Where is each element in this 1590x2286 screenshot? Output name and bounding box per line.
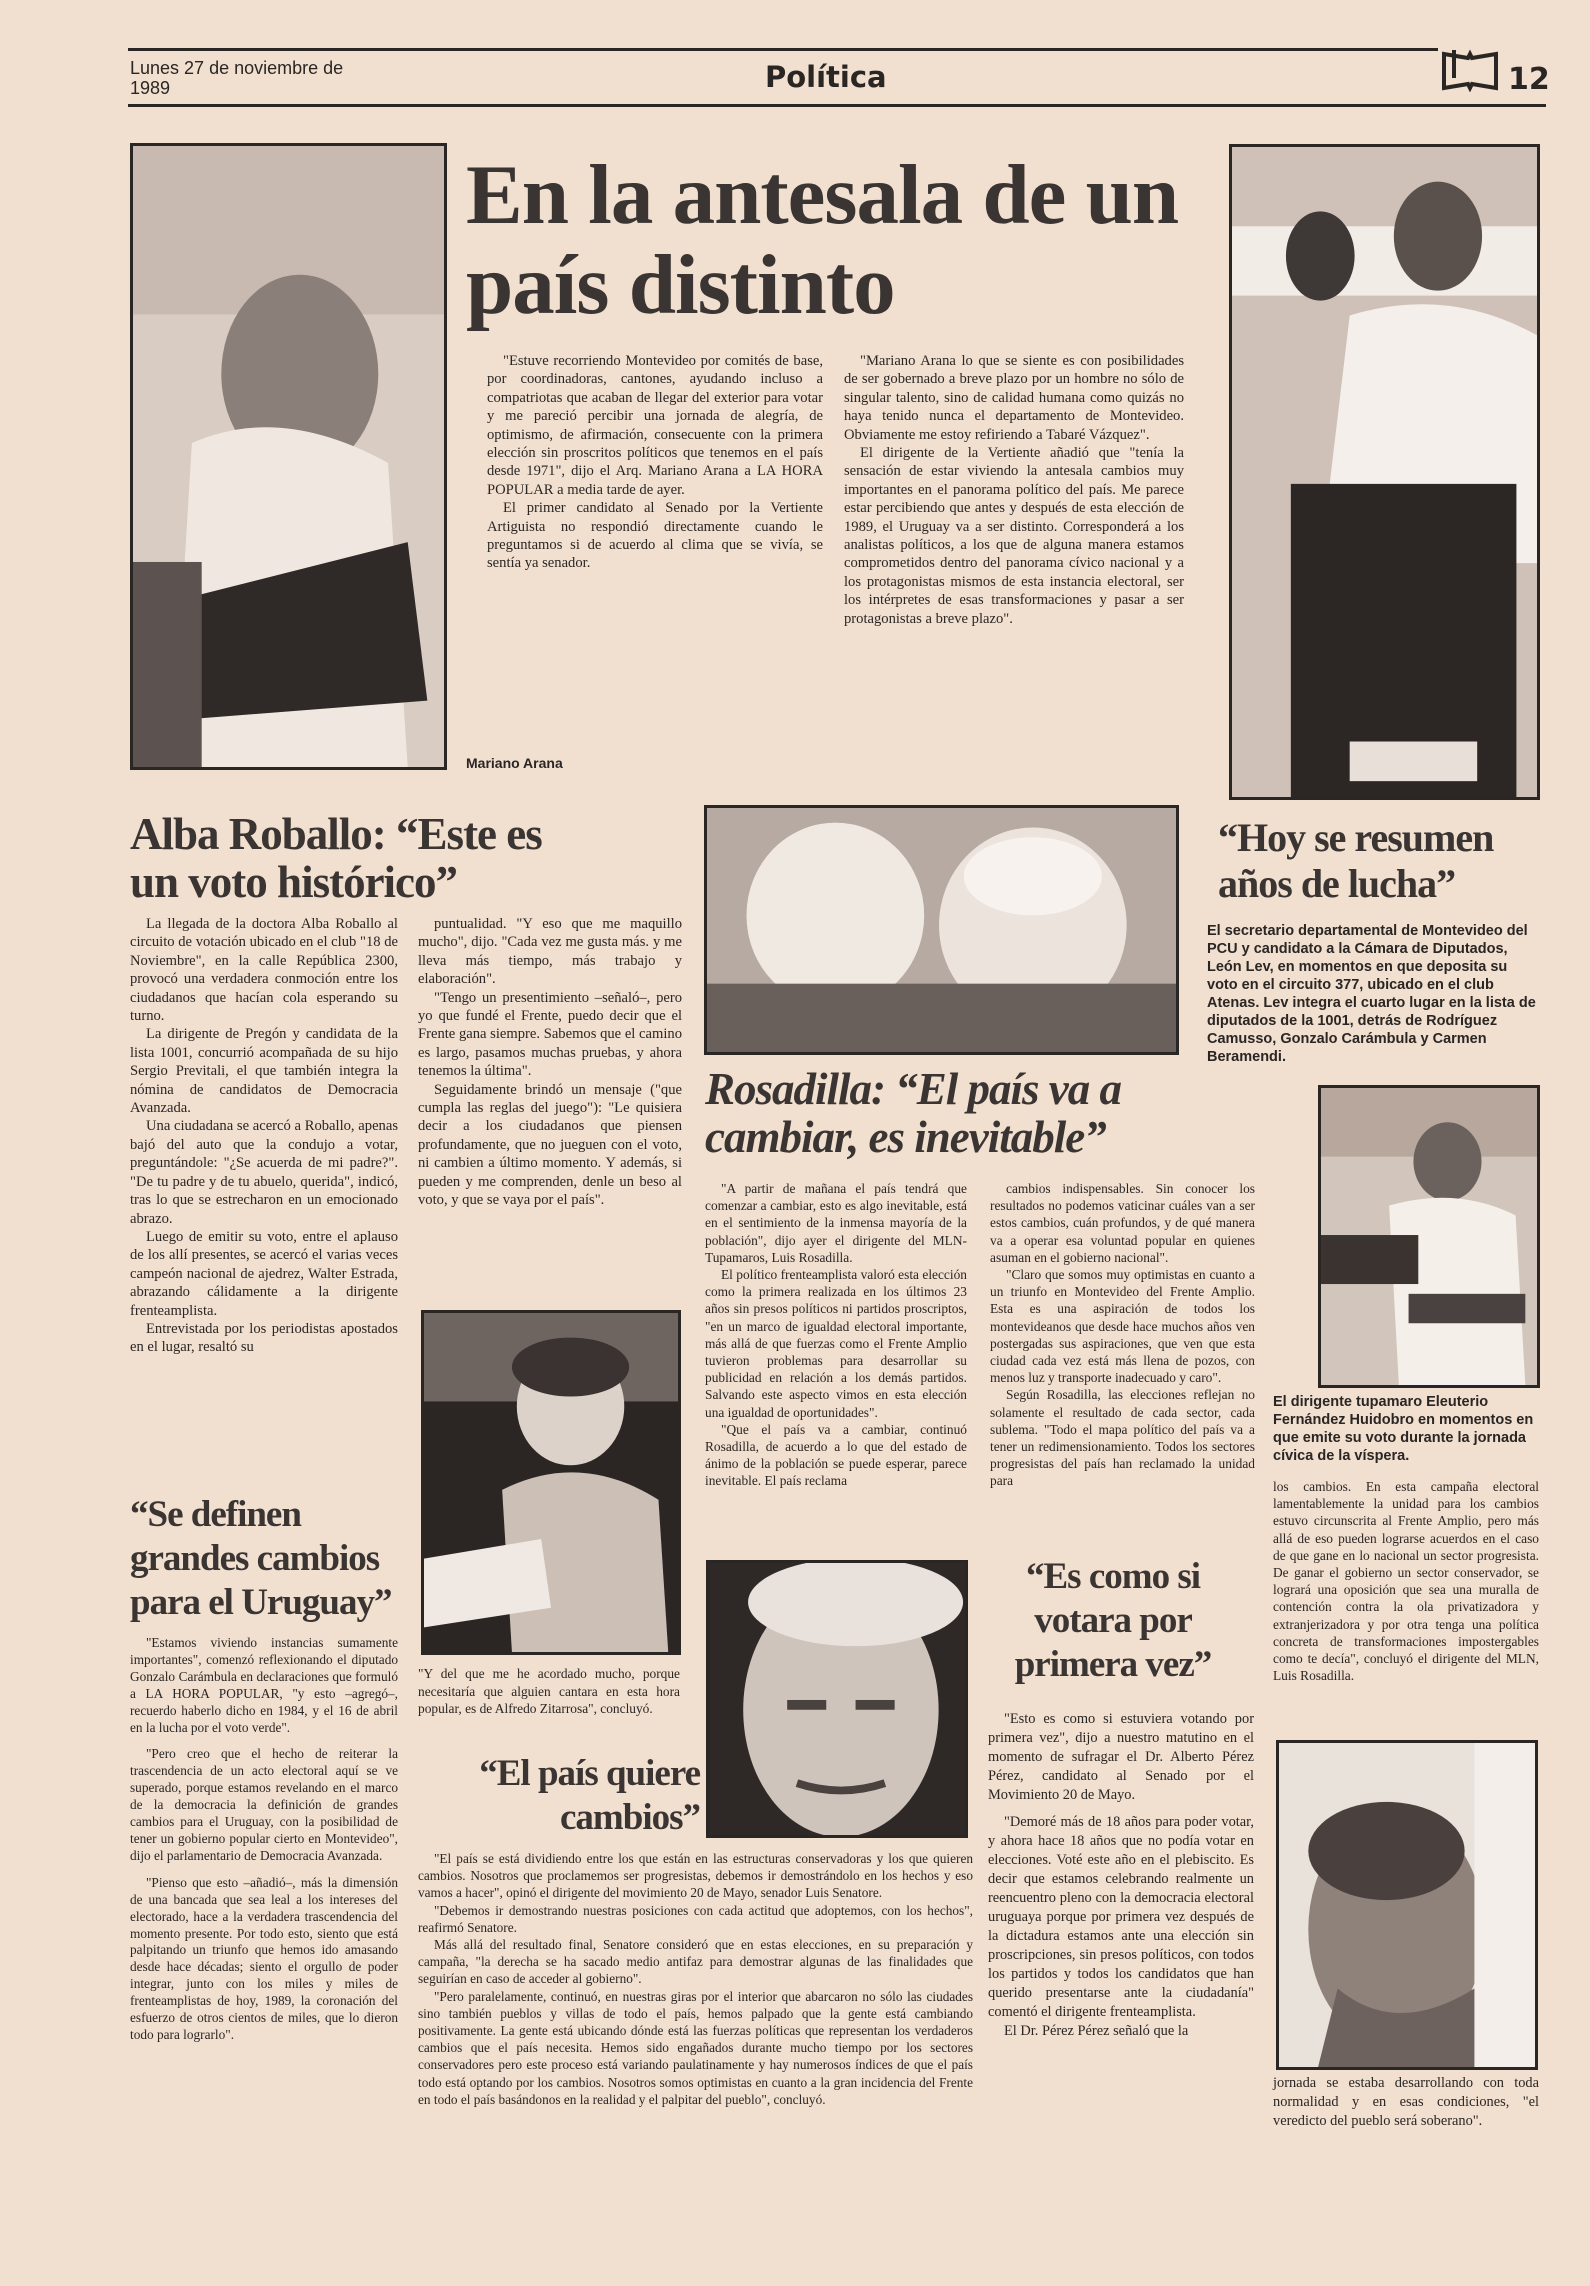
issue-date: Lunes 27 de noviembre de 1989	[130, 58, 344, 98]
paragraph: Una ciudadana se acercó a Roballo, apenas bajó del auto que la condujo a votar, preguntándole: "¿Se acuerda de mi padre?". "De tu padre y de tu abuelo, querida", indicó, tras lo que se estrecharon en un emocionado abrazo.	[130, 1118, 398, 1227]
paragraph: "Tengo un presentimiento –señaló–, pero yo que fundé el Frente, puedo decir que el Frente gana siempre. Sabemos que el camino es largo, pasamos muchas pruebas, y ahora tenemos la última".	[418, 989, 682, 1080]
paragraph: cambios indispensables. Sin conocer los resultados no podemos vaticinar cuáles van a ser estos cambios, cuán profundos, y de qué manera va a operar esa voluntad popular en quienes asuman en el gobierno nacional".	[990, 1181, 1255, 1265]
paragraph: El Dr. Pérez Pérez señaló que la	[1004, 2023, 1189, 2039]
photo-alberto-perez-perez	[1276, 1740, 1538, 2070]
perez-col1	[988, 1710, 1254, 2041]
roballo-col1	[130, 915, 398, 1357]
paragraph: "Demoré más de 18 años para poder votar, y ahora hace 18 años que no podía votar en elecciones. Voté este año en el plebiscito. Es decir que estamos celebrando realmente un reencuentro pleno con la democracia electoral uruguaya porque por primera vez después de la dictadura estamos ante una elección sin proscripciones, sin presos políticos, con todos los partidos y todos los candidatos que han querido presentarse ante la ciudadanía" comentó el dirigente frenteamplista.	[988, 1814, 1254, 2020]
paragraph: La llegada de la doctora Alba Roballo al circuito de votación ubicado en el club "18 de Noviembre", en la calle República 2300, provocó una verdadera conmoción entre los ciudadanos que hacían cola esperando su turno.	[130, 916, 398, 1025]
paragraph: Según Rosadilla, las elecciones reflejan no solamente el resultado de cada sector, cada sublema. "Todo el mapa político del país va a tener un redimensionamiento. Todos los sectores progresistas del país han reclamado la unidad para	[990, 1387, 1255, 1489]
paragraph: "El país se está dividiendo entre los que están en las estructuras conservadoras y los que quieren cambios. Nosotros que proclamemos ser progresistas, debemos ir demostrándolo en los hechos y eso vamos a hacer", opinó el dirigente del movimiento 20 de Mayo, senador Luis Senatore.	[418, 1851, 973, 1901]
rosadilla-headline: Rosadilla: “El país va a cambiar, es inevitable”	[705, 1064, 1122, 1162]
main-story-col2	[844, 352, 1184, 628]
carambula-col1	[130, 1635, 398, 2044]
zitarrosa-caption: "Y del que me he acordado mucho, porque necesitaría que alguien cantara en esta hora popular, es de Alfredo Zitarrosa", concluyó.	[418, 1666, 680, 1716]
perez-headline: “Es como si votara por primera vez”	[1014, 1556, 1212, 1685]
paragraph: "A partir de mañana el país tendrá que comenzar a cambiar, esto es algo inevitable, está en el sentimiento de la inmensa mayoría de la población", dijo ayer el dirigente del MLN-Tupamaros, Luis Rosadilla.	[705, 1181, 967, 1265]
paragraph: El político frenteamplista valoró esta elección como la primera realizada en los últimos 23 años sin presos políticos ni partidos proscriptos, "en un marco de igualdad electoral importante, más allá de que fuerzas como el Frente Amplio tuvieron problemas para desarrollar su publicidad en relación a los demás partidos. Salvando este aspecto vimos en esta elección una igualdad de oportunidades".	[705, 1267, 967, 1420]
photo-caption-arana: Mariano Arana	[466, 755, 563, 771]
paragraph: "Pero paralelamente, continuó, en nuestras giras por el interior que abarcaron no sólo las ciudades sino también pueblos y villas de todo el país, hemos palpado que la gente está cambiando positivamente. La gente está ubicando dónde está las fuerzas políticas que representan los verdaderos cambios que el país necesita. Hemos sido engañados durante mucho tiempo por los sectores conservadores pero este proceso está variando paulatinamente y hay numerosos índices de que el país todo está optando por los cambios. Nosotros somos optimistas en cuanto a la gran incidencia del Frente en todo el país basándonos en la realidad y el palpitar del pueblo", concluyó.	[418, 1988, 973, 2107]
main-story-col1	[487, 352, 823, 573]
photo-alba-roballo	[704, 805, 1179, 1055]
roballo-col2	[418, 915, 682, 1210]
photo-gonzalo-carambula	[421, 1310, 681, 1655]
photo-mariano-arana	[130, 143, 447, 770]
senatore-headline: “El país quiere cambios”	[479, 1753, 700, 1838]
paragraph: "Estamos viviendo instancias sumamente importantes", comenzó reflexionando el diputado Gonzalo Carámbula en declaraciones que formuló a LA HORA POPULAR, "y esto –agregó–, recuerdo haberlo dicho en 1984, y el 16 de abril en la lucha por el voto verde".	[130, 1635, 398, 1735]
paragraph: "Claro que somos muy optimistas en cuanto a un triunfo en Montevideo del Frente Amplio. Esta es una aspiración de todos los montevideanos que desde hace muchos años ven postergadas sus aspiraciones, que ven que esta ciudad cada vez está más llena de pozos, con menos luz y transporte inadecuado y caro".	[990, 1267, 1255, 1386]
main-headline: En la antesala de un país distinto	[466, 148, 1179, 332]
paragraph: "Estuve recorriendo Montevideo por comités de base, por coordinadoras, cantones, ayudando incluso a compatriotas que acaban de llegar del exterior para votar y me pareció percibir una jornada de alegría, de optimismo, de afirmación, consecuente con la primera elección sin proscritos políticos que tenemos en el país desde 1971", dijo el Arq. Mariano Arana a LA HORA POPULAR a media tarde de ayer.	[487, 353, 823, 498]
photo-luis-senatore	[706, 1560, 968, 1838]
paragraph: "Pienso que esto –añadió–, más la dimensión de una bancada que sea leal a los intereses del electorado, hace a la verdadera trascendencia del momento presente. Por todo esto, siento que está palpitando un triunfo que hemos ido amasando desde hace décadas; siento el orgullo de poder integrar, junto con los miles y miles de frenteamplistas de hoy, 1989, la coronación del esfuerzo de otros cientos de miles, que lo dieron todo para lograrlo".	[130, 1874, 398, 2042]
rosadilla-col1	[705, 1180, 967, 1490]
carambula-headline: “Se definen grandes cambios para el Uruguay”	[130, 1494, 392, 1623]
paragraph: El primer candidato al Senado por la Vertiente Artiguista no respondió directamente cuando le preguntamos si de acuerdo al clima que se vivía, se sentía ya senador.	[487, 500, 823, 572]
rosadilla-col2	[990, 1180, 1255, 1490]
paragraph: El dirigente de la Vertiente añadió que "tenía la sensación de estar viviendo la antesala cambios muy importantes en el panorama político del país. Me parece estar percibiendo que antes y después de esta elección de 1989, el Uruguay va a ser distinto. Corresponderá a los analistas políticos, a los que de alguna manera estamos comprometidos dentro del panorama cívico nacional y a los protagonistas mismos de esta instancia electoral, ser los intérpretes de esas transformaciones y pasar a ser protagonistas a breve plazo".	[844, 445, 1184, 627]
paragraph: Más allá del resultado final, Senatore consideró que en estas elecciones, en su preparación y campaña, "la derecha se ha sacado medio antifaz para demostrar algunas de las finalidades que seguirían en caso de acceder al gobierno".	[418, 1937, 973, 1987]
roballo-headline: Alba Roballo: “Este es un voto histórico”	[130, 809, 542, 907]
paragraph: "Esto es como si estuviera votando por primera vez", dijo a nuestro matutino en el momento de sufragar el Dr. Alberto Pérez Pérez, candidato al Senado por el Movimiento 20 de Mayo.	[988, 1711, 1254, 1803]
photo-fernandez-huidobro	[1318, 1085, 1540, 1388]
perez-col2	[1273, 2074, 1539, 2131]
rosadilla-col3	[1273, 1478, 1539, 1684]
paragraph: Seguidamente brindó un mensaje ("que cumpla las reglas del juego"): "Le quisiera decir a los ciudadanos que piensen profundamente, que no jueguen con el voto, ni cambien a último momento. Y además, si pueden y me comprenden, denle un beso al voto, y que se vaya por el país".	[418, 1081, 682, 1209]
header-top-rule	[128, 48, 1438, 51]
lev-headline: “Hoy se resumen años de lucha”	[1218, 815, 1494, 906]
section-title: Política	[765, 60, 887, 94]
paragraph: Luego de emitir su voto, entre el aplauso de los allí presentes, se acercó el varias veces campeón nacional de ajedrez, Walter Estrada, abrazando cálidamente a la dirigente frenteamplista.	[130, 1228, 398, 1319]
huidobro-caption: El dirigente tupamaro Eleuterio Fernández Huidobro en momentos en que emite su voto durante la jornada cívica de la víspera.	[1273, 1394, 1534, 1464]
paragraph: "Que el país va a cambiar, continuó Rosadilla, de acuerdo a lo que del estado de ánimo de la población se puede esperar, parece inevitable. El país reclama	[705, 1421, 967, 1489]
paragraph: "Debemos ir demostrando nuestras posiciones con cada actitud que adoptemos, con los hechos", reafirmó Senatore.	[418, 1902, 973, 1935]
paragraph: Entrevistada por los periodistas apostados en el lugar, resaltó su	[130, 1320, 398, 1356]
paragraph: "Pero creo que el hecho de reiterar la trascendencia de un acto electoral aquí se ve superado, porque estamos revelando en el marco de la democracia la definición de grandes cambios para el Uruguay, con la posibilidad de tener un gobierno popular cierto en Montevideo", dijo el parlamentario de Democracia Avanzada.	[130, 1746, 398, 1863]
lev-caption: El secretario departamental de Montevideo del PCU y candidato a la Cámara de Diputados, León Lev, en momentos en que deposita su voto en el circuito 377, ubicado en el club Atenas. Lev integra el cuarto lugar en la lista de diputados de la 1001, detrás de Rodríguez Camusso, Gonzalo Carámbula y Carmen Beramendi.	[1207, 923, 1536, 1065]
paragraph: los cambios. En esta campaña electoral lamentablemente la unidad para los cambios estuvo circunscrita al Frente Amplio, pero más allá de eso pueden lograrse acuerdos en el caso de que gane en lo nacional un sector progresista. De ganar el gobierno un sector conservador, se logrará una oposición que sea una muralla de contención contra la ola privatizadora y extranjerizadora y por otra tenga una política concreta de transformaciones impostergables como te decía", concluyó el dirigente del MLN, Luis Rosadilla.	[1273, 1479, 1539, 1684]
paragraph: "Mariano Arana lo que se siente es con posibilidades de ser gobernado a breve plazo por un hombre no sólo de singular talento, sino de calidad humana como quizás no haya tenido nunca el departamento de Montevideo. Obviamente me estoy refiriendo a Tabaré Vázquez".	[844, 353, 1184, 443]
paragraph: jornada se estaba desarrollando con toda normalidad y en esas condiciones, "el veredicto del pueblo será soberano".	[1273, 2075, 1539, 2129]
senatore-body	[418, 1850, 973, 2108]
paragraph: puntualidad. "Y eso que me maquillo mucho", dijo. "Cada vez me gusta más. y me lleva más tiempo, más trabajo y elaboración".	[418, 916, 682, 988]
header-bottom-rule	[128, 104, 1546, 107]
newspaper-logo-icon	[1440, 44, 1500, 92]
page-number: 12	[1508, 62, 1550, 97]
photo-leon-lev	[1229, 144, 1540, 800]
paragraph: La dirigente de Pregón y candidata de la lista 1001, concurrió acompañada de su hijo Sergio Previtali, el que también integra la nómina de candidatos de Democracia Avanzada.	[130, 1026, 398, 1117]
